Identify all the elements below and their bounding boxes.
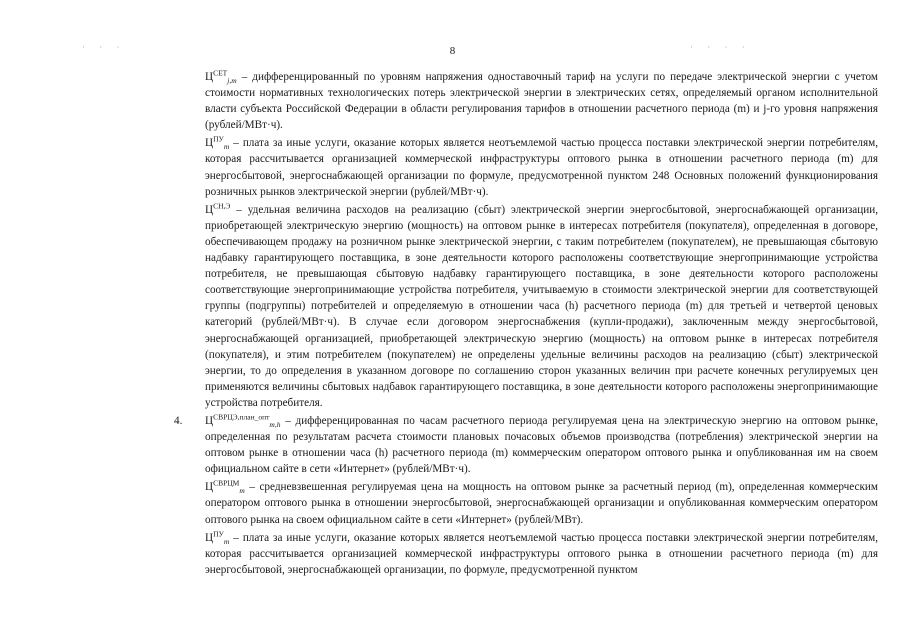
scan-speckle-left: · · · <box>82 42 126 52</box>
definition-tariff-transmission: $Ц^{СЕТ}_{j,m}$ – дифференцированный по уровням напряжения одноставочный тариф на услуги по передаче электрической энергии с учетом стоимости нормативных технологических потерь электрической энергии в электрических сетях, определяемый органом исполнительной власти субъекта Российской Федерации в области регулирования тарифов в отношении расчетного периода (m) и j-го уровня напряжения (рублей/МВт·ч). <box>205 68 878 132</box>
formula-symbol: $Ц^{ПУ}_m$ <box>205 528 230 546</box>
definition-other-services-fee: $Ц^{ПУ}_m$ – плата за иные услуги, оказание которых является неотъемлемой частью процесса поставки электрической энергии потребителям, которая рассчитывается организацией коммерческой инфраструктуры оптового рынка в отношении расчетного периода (m) для энергосбытовой, энергоснабжающей организации по формуле, предусмотренной пунктом 248 Основных положений функционирования розничных рынков электрической энергии (рублей/МВт·ч). <box>205 134 878 198</box>
list-item-4 <box>174 412 878 578</box>
formula-symbol: $Ц^{СН,Э}$ <box>205 201 231 216</box>
page-number: 8 <box>449 45 456 57</box>
definition-regulated-energy-price: $Ц^{СВРЦЭ,план\_опт}_{m,h}$ – дифференцированная по часам расчетного периода регулируемая цена на электрическую энергию на оптовом рынке, определенная по результатам расчета стоимости плановых почасовых объемов производства (потребления) электрической энергии на оптовом рынке в отношении часа (h) расчетного периода (m) коммерческим оператором оптового рынка и опубликованная им на своем официальном сайте в сети «Интернет» (рублей/МВт·ч). <box>205 412 878 476</box>
definition-sales-costs: $Ц^{СН,Э}$ – удельная величина расходов на реализацию (сбыт) электрической энергии энергосбытовой, энергоснабжающей организации, приобретающей электрическую энергию (мощность) на оптовом рынке в интересах потребителя (покупателя), определенная в договоре, обеспечивающем продажу на розничном рынке электрической энергии, с таким потребителем (покупателем), не превышающая сбытовую надбавку гарантирующего поставщика, в зоне деятельности которого расположены соответствующие энергопринимающие устройства потребителя, не превышающая сбытовую надбавку гарантирующего поставщика, в зоне деятельности которого расположены соответствующие энергопринимающие устройства потребителя, учитываемую в стоимости электрической энергии для соответствующей группы (подгруппы) потребителей и определяемую в отношении часа (h) расчетного периода (m) для третьей и четвертой ценовых категорий (рублей/МВт·ч). В случае если договором энергоснабжения (купли-продажи), заключенным между энергосбытовой, энергоснабжающей организацией, приобретающей электрическую энергию (мощность) на оптовом рынке в интересах потребителя (покупателя), и этим потребителем (покупателем) не определены удельные величины расходов на реализацию (сбыт) электрической энергии, то до определения в указанном договоре по соглашению сторон указанных величин при расчете конечных регулируемых цен применяются величины сбытовых надбавок гарантирующего поставщика, в зоне деятельности которого расположены энергопринимающие устройства потребителя. <box>205 201 878 409</box>
formula-symbol: $Ц^{ПУ}_m$ <box>205 134 230 152</box>
list-item-number: 4. <box>174 414 183 427</box>
formula-symbol: $Ц^{СВРЦМ}_m$ <box>205 478 245 496</box>
document-body <box>174 68 878 580</box>
definition-other-services-fee-2: $Ц^{ПУ}_m$ – плата за иные услуги, оказание которых является неотъемлемой частью процесса поставки электрической энергии потребителям, которая рассчитывается организацией коммерческой инфраструктуры оптового рынка в отношении расчетного периода (m) для энергосбытовой, энергоснабжающей организации, по формуле, предусмотренной пунктом <box>205 528 878 576</box>
formula-symbol: $Ц^{СВРЦЭ,план\_опт}_{m,h}$ <box>205 412 281 430</box>
scan-speckle-right: · · · · <box>690 42 751 52</box>
formula-symbol: $Ц^{СЕТ}_{j,m}$ <box>205 68 237 86</box>
definition-regulated-capacity-price: $Ц^{СВРЦМ}_m$ – средневзвешенная регулируемая цена на мощность на оптовом рынке за расчетный период (m), определенная коммерческим оператором оптового рынка в отношении энергосбытовой, энергоснабжающей организации и опубликованная коммерческим оператором оптового рынка на своем официальном сайте в сети «Интернет» (рублей/МВт). <box>205 478 878 526</box>
